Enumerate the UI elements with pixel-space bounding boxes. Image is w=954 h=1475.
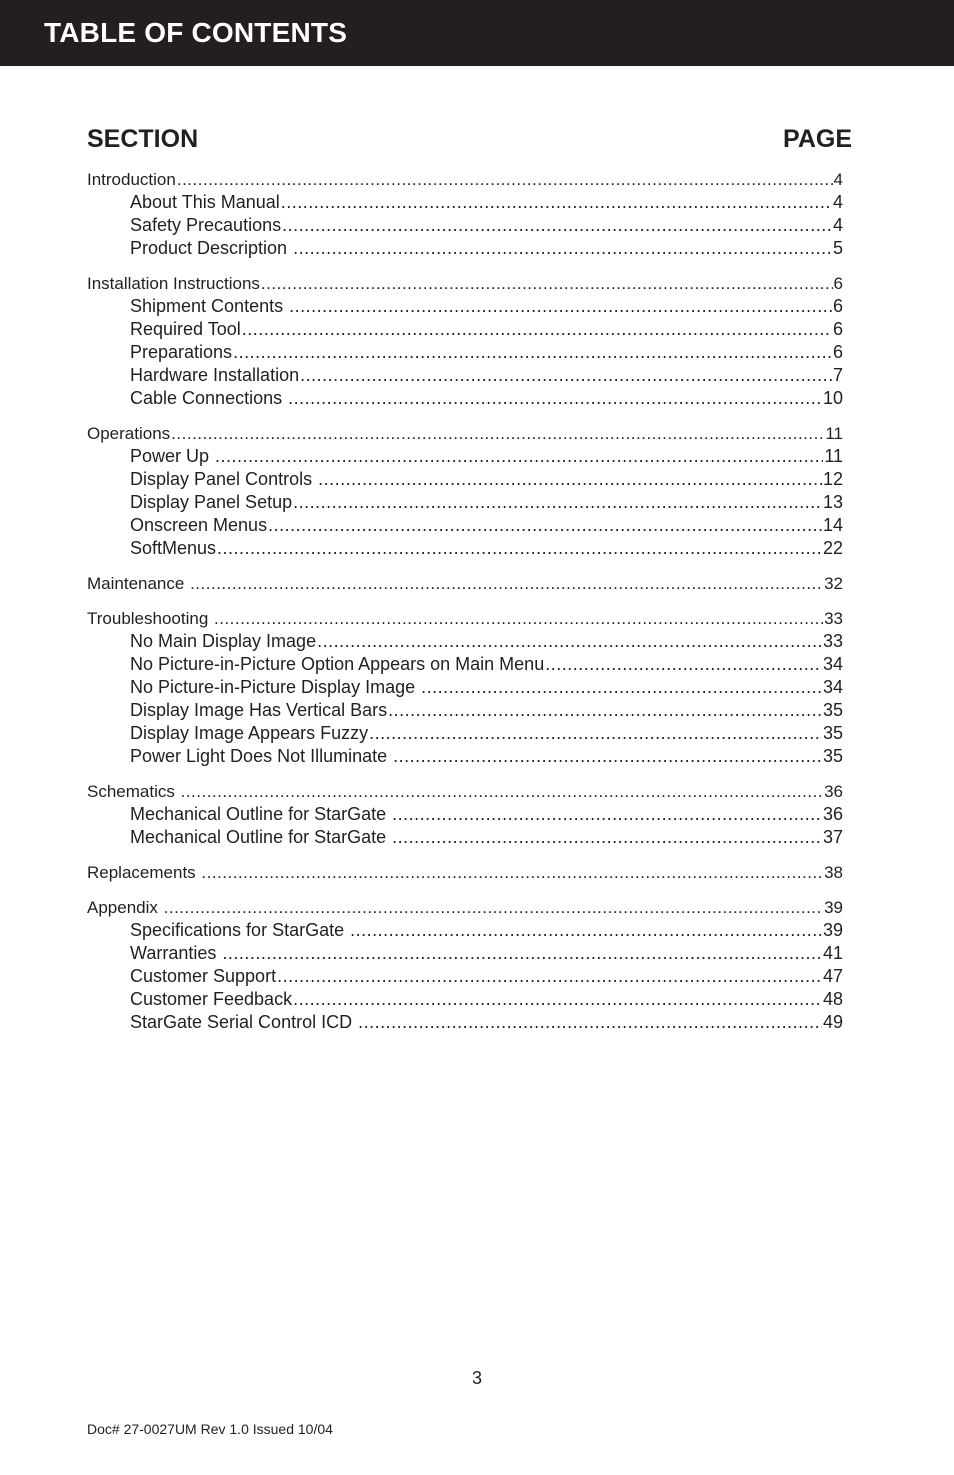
toc-section-entry[interactable]: [87, 168, 843, 191]
dot-leader: [181, 780, 823, 803]
toc-subsection-entry[interactable]: [87, 745, 843, 768]
toc-entry-page: 6: [832, 296, 843, 316]
toc-entry-page: 32: [824, 574, 843, 593]
dot-leader: [217, 537, 822, 560]
toc-subsection-entry[interactable]: [87, 653, 843, 676]
toc-entry-page: 7: [832, 365, 843, 385]
toc-entry-page: 34: [822, 677, 843, 697]
toc-entry-title: Required Tool: [130, 319, 241, 339]
page-number: 3: [471, 1368, 482, 1388]
toc-group: [87, 168, 843, 260]
toc-entry-page: 49: [822, 1012, 843, 1032]
dot-leader: [233, 341, 832, 364]
dot-leader: [293, 491, 822, 514]
dot-leader: [222, 942, 822, 965]
toc-entry-title: Appendix: [87, 898, 163, 917]
toc-entry-page: 5: [832, 238, 843, 258]
toc-entry-title: Shipment Contents: [130, 296, 289, 316]
toc-entry-title: Mechanical Outline for StarGate: [130, 804, 392, 824]
toc-section-entry[interactable]: [87, 607, 843, 630]
toc-entry-page: 39: [822, 920, 843, 940]
toc-entry-title: Mechanical Outline for StarGate: [130, 827, 392, 847]
toc-entry-title: Product Description: [130, 238, 293, 258]
toc-entry-title: Power Up: [130, 446, 215, 466]
toc-entry-title: Customer Feedback: [130, 989, 293, 1009]
dot-leader: [177, 168, 833, 191]
toc-entry-title: Maintenance: [87, 574, 190, 593]
toc-subsection-entry[interactable]: [87, 387, 843, 410]
dot-leader: [392, 826, 822, 849]
toc-entry-page: 35: [822, 723, 843, 743]
dot-leader: [293, 988, 822, 1011]
toc-entry-page: 6: [832, 342, 843, 362]
toc-entry-title: Customer Support: [130, 966, 277, 986]
toc-subsection-entry[interactable]: [87, 214, 843, 237]
toc-entry-title: Replacements: [87, 863, 201, 882]
toc-entry-title: No Picture-in-Picture Display Image: [130, 677, 421, 697]
toc-section-entry[interactable]: [87, 861, 843, 884]
toc-subsection-entry[interactable]: [87, 537, 843, 560]
toc-entry-page: 36: [822, 804, 843, 824]
toc-entry-page: 47: [822, 966, 843, 986]
toc-group: [87, 572, 843, 595]
toc-entry-title: Installation Instructions: [87, 274, 260, 293]
page-title: TABLE OF CONTENTS: [44, 17, 348, 48]
toc-subsection-entry[interactable]: [87, 722, 843, 745]
toc-entry-page: 6: [833, 274, 843, 293]
toc-subsection-entry[interactable]: [87, 237, 843, 260]
toc-entry-title: Power Light Does Not Illuminate: [130, 746, 393, 766]
toc-entry-title: No Main Display Image: [130, 631, 317, 651]
dot-leader: [242, 318, 832, 341]
toc-entry-title: Display Panel Controls: [130, 469, 318, 489]
dot-leader: [388, 699, 822, 722]
toc-subsection-entry[interactable]: [87, 988, 843, 1011]
dot-leader: [369, 722, 822, 745]
toc-entry-page: 11: [825, 424, 843, 443]
toc-entry-page: 35: [822, 746, 843, 766]
dot-leader: [190, 572, 823, 595]
toc-entry-page: 4: [832, 215, 843, 235]
toc-entry-title: StarGate Serial Control ICD: [130, 1012, 358, 1032]
toc-entry-title: No Picture-in-Picture Option Appears on Main Menu: [130, 654, 545, 674]
toc-section-entry[interactable]: [87, 572, 843, 595]
header-bar: [0, 0, 954, 66]
toc-section-entry[interactable]: [87, 896, 843, 919]
toc-subsection-entry[interactable]: [87, 630, 843, 653]
dot-leader: [317, 630, 822, 653]
toc-subsection-entry[interactable]: [87, 676, 843, 699]
dot-leader: [282, 214, 832, 237]
toc-entry-title: Cable Connections: [130, 388, 288, 408]
dot-leader: [215, 445, 823, 468]
toc-subsection-entry[interactable]: [87, 965, 843, 988]
toc-subsection-entry[interactable]: [87, 295, 843, 318]
dot-leader: [164, 896, 823, 919]
toc-subsection-entry[interactable]: [87, 826, 843, 849]
toc-entry-page: 48: [822, 989, 843, 1009]
dot-leader: [393, 745, 822, 768]
toc-entry-page: 14: [822, 515, 843, 535]
toc-entry-page: 13: [822, 492, 843, 512]
toc-entry-title: SoftMenus: [130, 538, 217, 558]
toc-subsection-entry[interactable]: [87, 942, 843, 965]
toc-subsection-entry[interactable]: [87, 468, 843, 491]
dot-leader: [201, 861, 823, 884]
toc-entry-title: Safety Precautions: [130, 215, 282, 235]
toc-entry-title: About This Manual: [130, 192, 280, 212]
dot-leader: [288, 387, 822, 410]
toc-group: [87, 272, 843, 410]
page-column-heading: PAGE: [783, 125, 852, 153]
dot-leader: [261, 272, 833, 295]
toc-entry-page: 34: [822, 654, 843, 674]
toc-entry-title: Display Image Has Vertical Bars: [130, 700, 388, 720]
toc-subsection-entry[interactable]: [87, 1011, 843, 1034]
toc-entry-page: 33: [822, 631, 843, 651]
dot-leader: [545, 653, 822, 676]
toc-entry-title: Introduction: [87, 170, 176, 189]
toc-section-entry[interactable]: [87, 780, 843, 803]
toc-entry-title: Hardware Installation: [130, 365, 300, 385]
toc-group: [87, 422, 843, 560]
toc-entry-page: 38: [824, 863, 843, 882]
toc-entry-page: 10: [822, 388, 843, 408]
toc-entry-title: Operations: [87, 424, 171, 443]
toc-entry-title: Onscreen Menus: [130, 515, 268, 535]
dot-leader: [300, 364, 832, 387]
dot-leader: [358, 1011, 822, 1034]
toc-group: [87, 607, 843, 768]
toc-entry-page: 12: [822, 469, 843, 489]
toc-subsection-entry[interactable]: [87, 341, 843, 364]
dot-leader: [293, 237, 832, 260]
toc-entry-title: Display Image Appears Fuzzy: [130, 723, 369, 743]
toc-entry-title: Specifications for StarGate: [130, 920, 350, 940]
toc-entry-page: 41: [822, 943, 843, 963]
toc-subsection-entry[interactable]: [87, 318, 843, 341]
toc-entry-page: 33: [824, 609, 843, 628]
dot-leader: [350, 919, 822, 942]
toc-entry-title: Preparations: [130, 342, 233, 362]
toc-entry-title: Warranties: [130, 943, 222, 963]
toc-entry-title: Troubleshooting: [87, 609, 214, 628]
dot-leader: [392, 803, 822, 826]
dot-leader: [277, 965, 822, 988]
toc-group: [87, 861, 843, 884]
toc-subsection-entry[interactable]: [87, 491, 843, 514]
toc-entry-page: 39: [824, 898, 843, 917]
toc-entry-page: 4: [833, 170, 843, 189]
toc-subsection-entry[interactable]: [87, 191, 843, 214]
toc-entry-page: 22: [822, 538, 843, 558]
toc-entry-page: 4: [832, 192, 843, 212]
dot-leader: [289, 295, 832, 318]
toc-section-entry[interactable]: [87, 422, 843, 445]
toc-subsection-entry[interactable]: [87, 514, 843, 537]
toc-entry-page: 6: [832, 319, 843, 339]
dot-leader: [421, 676, 822, 699]
toc-subsection-entry[interactable]: [87, 803, 843, 826]
toc-entry-page: 37: [822, 827, 843, 847]
dot-leader: [214, 607, 823, 630]
document-id: Doc# 27-0027UM Rev 1.0 Issued 10/04: [87, 1421, 333, 1437]
toc-entry-page: 36: [824, 782, 843, 801]
toc-entry-title: Schematics: [87, 782, 180, 801]
toc-group: [87, 896, 843, 1034]
dot-leader: [318, 468, 822, 491]
table-of-contents: [87, 168, 843, 1046]
toc-subsection-entry[interactable]: [87, 364, 843, 387]
toc-subsection-entry[interactable]: [87, 919, 843, 942]
section-column-heading: SECTION: [87, 125, 199, 153]
toc-entry-page: 11: [824, 446, 843, 466]
toc-group: [87, 780, 843, 849]
toc-subsection-entry[interactable]: [87, 445, 843, 468]
toc-entry-page: 35: [822, 700, 843, 720]
toc-section-entry[interactable]: [87, 272, 843, 295]
toc-entry-title: Display Panel Setup: [130, 492, 293, 512]
dot-leader: [268, 514, 822, 537]
dot-leader: [281, 191, 832, 214]
toc-subsection-entry[interactable]: [87, 699, 843, 722]
dot-leader: [171, 422, 824, 445]
